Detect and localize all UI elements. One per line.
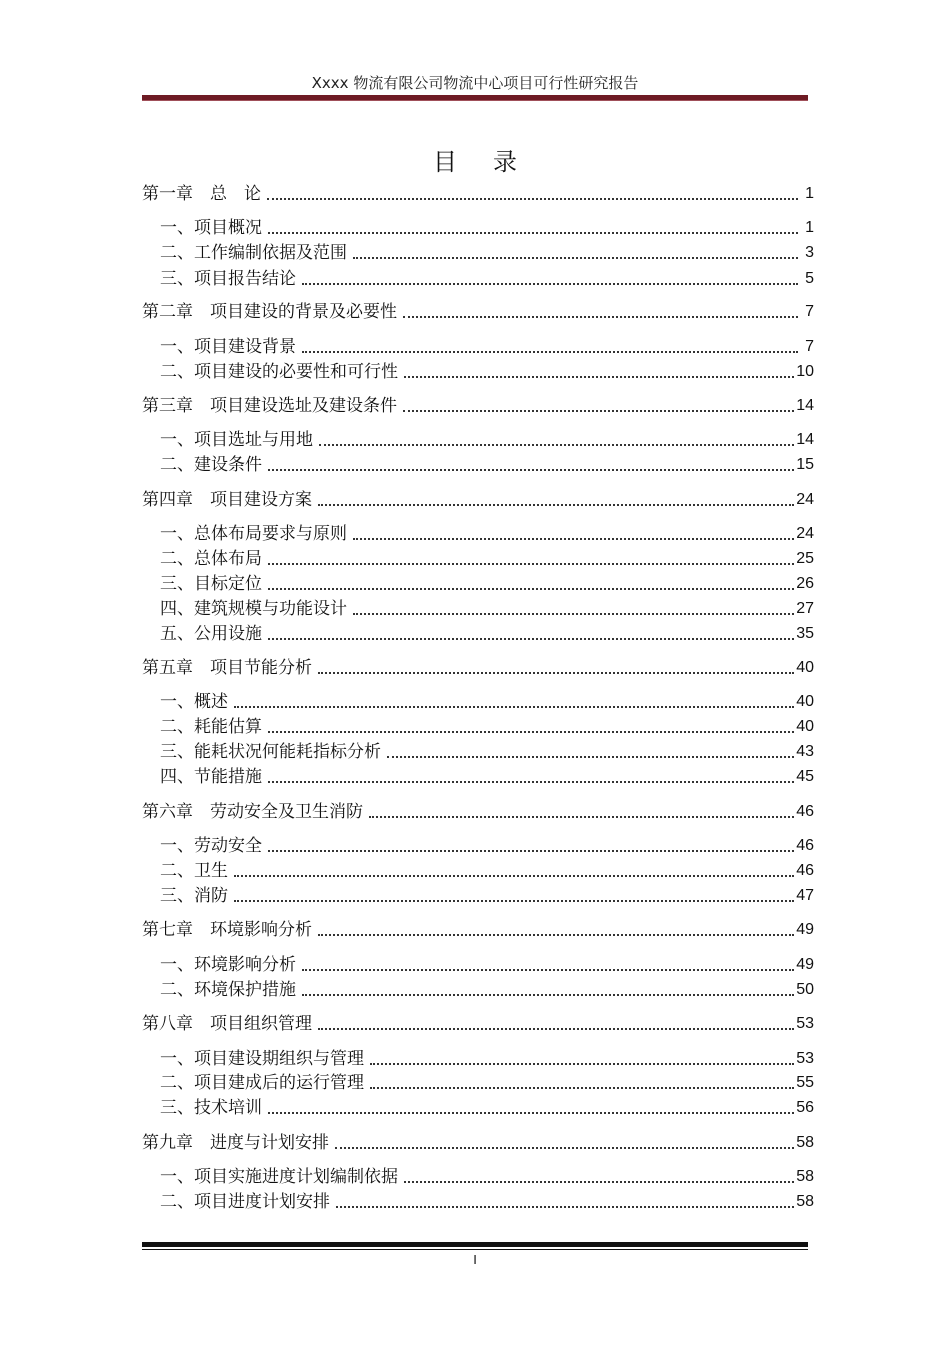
toc-section-row[interactable]: [160, 428, 814, 452]
toc-page-number: 1: [805, 219, 814, 236]
toc-leader-dots: [404, 376, 794, 378]
toc-page-number: 45: [796, 768, 814, 785]
toc-chapter-row[interactable]: [142, 394, 814, 418]
toc-leader-dots: [268, 638, 794, 640]
toc-entry-label: 二、卫生: [160, 861, 228, 881]
toc-leader-dots: [268, 588, 794, 590]
toc-page-number: 53: [796, 1050, 814, 1067]
toc-leader-dots: [369, 816, 794, 818]
toc-page-number: 43: [796, 743, 814, 760]
toc-leader-dots: [302, 994, 794, 996]
toc-section-row[interactable]: [160, 572, 814, 596]
toc-page-number: 46: [796, 803, 814, 820]
toc-section-row[interactable]: [160, 522, 814, 546]
toc-leader-dots: [336, 1206, 794, 1208]
toc-entry-label: 一、概述: [160, 692, 228, 712]
toc-entry-label: 二、耗能估算: [160, 717, 262, 737]
toc-leader-dots: [234, 900, 794, 902]
toc-section-row[interactable]: [160, 1047, 814, 1071]
toc-chapter-row[interactable]: [142, 300, 814, 324]
toc-section-row[interactable]: [160, 765, 814, 789]
toc-page-number: 58: [796, 1168, 814, 1185]
toc-page-number: 15: [796, 456, 814, 473]
toc-heading: 目录: [433, 148, 553, 176]
toc-leader-dots: [234, 875, 794, 877]
toc-leader-dots: [302, 969, 794, 971]
toc-chapter-row[interactable]: [142, 1012, 814, 1036]
toc-entry-label: 二、项目建成后的运行管理: [160, 1073, 364, 1093]
toc-entry-label: 第八章 项目组织管理: [142, 1014, 312, 1034]
toc-entry-label: 一、项目建设背景: [160, 337, 296, 357]
toc-leader-dots: [268, 469, 794, 471]
toc-entry-label: 四、建筑规模与功能设计: [160, 599, 347, 619]
toc-page-number: 25: [796, 550, 814, 567]
toc-leader-dots: [353, 613, 794, 615]
toc-section-row[interactable]: [160, 241, 814, 265]
toc-section-row[interactable]: [160, 547, 814, 571]
toc-leader-dots: [318, 934, 794, 936]
toc-entry-label: 二、工作编制依据及范围: [160, 243, 347, 263]
toc-section-row[interactable]: [160, 690, 814, 714]
toc-page-number: 55: [796, 1074, 814, 1091]
toc-section-row[interactable]: [160, 859, 814, 883]
toc-chapter-row[interactable]: [142, 918, 814, 942]
toc-leader-dots: [268, 850, 794, 852]
toc-page-number: 58: [796, 1134, 814, 1151]
toc-entry-label: 一、项目实施进度计划编制依据: [160, 1167, 398, 1187]
toc-entry-label: 第一章 总 论: [142, 184, 261, 204]
toc-leader-dots: [268, 731, 794, 733]
toc-chapter-row[interactable]: [142, 488, 814, 512]
toc-leader-dots: [353, 538, 794, 540]
toc-section-row[interactable]: [160, 953, 814, 977]
toc-leader-dots: [319, 444, 794, 446]
toc-entry-label: 第六章 劳动安全及卫生消防: [142, 802, 363, 822]
toc-page-number: 46: [796, 837, 814, 854]
toc-page-number: 5: [805, 270, 814, 287]
toc-entry-label: 三、目标定位: [160, 574, 262, 594]
footer-rule: [142, 1242, 808, 1247]
toc-entry-label: 二、总体布局: [160, 549, 262, 569]
toc-page-number: 47: [796, 887, 814, 904]
toc-entry-label: 五、公用设施: [160, 624, 262, 644]
toc-page-number: 35: [796, 625, 814, 642]
toc-leader-dots: [302, 351, 798, 353]
toc-page-number: 7: [805, 303, 814, 320]
toc-leader-dots: [234, 706, 794, 708]
toc-entry-label: 三、消防: [160, 886, 228, 906]
toc-page-number: 26: [796, 575, 814, 592]
toc-entry-label: 三、项目报告结论: [160, 269, 296, 289]
toc-entry-label: 第二章 项目建设的背景及必要性: [142, 302, 397, 322]
toc-page-number: 24: [796, 491, 814, 508]
header-rule: [142, 95, 808, 101]
toc-page-number: 46: [796, 862, 814, 879]
toc-entry-label: 第四章 项目建设方案: [142, 490, 312, 510]
toc-section-row[interactable]: [160, 622, 814, 646]
toc-leader-dots: [353, 257, 798, 259]
running-header: Xxxx 物流有限公司物流中心项目可行性研究报告: [311, 74, 639, 92]
toc-section-row[interactable]: [160, 1071, 814, 1095]
toc-entry-label: 四、节能措施: [160, 767, 262, 787]
toc-entry-label: 第五章 项目节能分析: [142, 658, 312, 678]
toc-leader-dots: [302, 283, 798, 285]
toc-leader-dots: [268, 1112, 794, 1114]
toc-section-row[interactable]: [160, 360, 814, 384]
toc-page-number: 49: [796, 956, 814, 973]
toc-leader-dots: [318, 672, 794, 674]
toc-chapter-row[interactable]: [142, 656, 814, 680]
toc-page-number: 50: [796, 981, 814, 998]
toc-page-number: 27: [796, 600, 814, 617]
toc-leader-dots: [267, 198, 798, 200]
toc-leader-dots: [318, 1028, 794, 1030]
toc-page-number: 40: [796, 693, 814, 710]
toc-section-row[interactable]: [160, 740, 814, 764]
toc-chapter-row[interactable]: [142, 800, 814, 824]
toc-entry-label: 第三章 项目建设选址及建设条件: [142, 396, 397, 416]
toc-entry-label: 一、总体布局要求与原则: [160, 524, 347, 544]
toc-leader-dots: [268, 781, 794, 783]
toc-entry-label: 二、项目进度计划安排: [160, 1192, 330, 1212]
toc-leader-dots: [318, 504, 794, 506]
toc-entry-label: 三、技术培训: [160, 1098, 262, 1118]
toc-entry-label: 二、建设条件: [160, 455, 262, 475]
toc-entry-label: 二、环境保护措施: [160, 980, 296, 1000]
toc-page-number: 10: [796, 363, 814, 380]
toc-leader-dots: [387, 756, 794, 758]
toc-chapter-row[interactable]: [142, 1131, 814, 1155]
toc-page-number: 56: [796, 1099, 814, 1116]
toc-section-row[interactable]: [160, 216, 814, 240]
toc-section-row[interactable]: [160, 1096, 814, 1120]
toc-entry-label: 一、项目选址与用地: [160, 430, 313, 450]
toc-section-row[interactable]: [160, 335, 814, 359]
toc-leader-dots: [335, 1147, 794, 1149]
toc-entry-label: 一、环境影响分析: [160, 955, 296, 975]
toc-section-row[interactable]: [160, 715, 814, 739]
toc-page-number: 3: [805, 244, 814, 261]
toc-section-row[interactable]: [160, 1190, 814, 1214]
toc-entry-label: 三、能耗状况何能耗指标分析: [160, 742, 381, 762]
toc-page-number: 40: [796, 659, 814, 676]
toc-entry-label: 一、项目建设期组织与管理: [160, 1049, 364, 1069]
toc-section-row[interactable]: [160, 597, 814, 621]
toc-section-row[interactable]: [160, 1165, 814, 1189]
toc-leader-dots: [404, 1181, 794, 1183]
toc-page-number: 24: [796, 525, 814, 542]
toc-page-number: 49: [796, 921, 814, 938]
toc-entry-label: 一、劳动安全: [160, 836, 262, 856]
toc-page-number: 58: [796, 1193, 814, 1210]
toc-leader-dots: [403, 410, 794, 412]
toc-page-number: 40: [796, 718, 814, 735]
toc-page-number: 1: [805, 185, 814, 202]
toc-leader-dots: [268, 232, 798, 234]
toc-section-row[interactable]: [160, 978, 814, 1002]
toc-entry-label: 第七章 环境影响分析: [142, 920, 312, 940]
toc-entry-label: 第九章 进度与计划安排: [142, 1133, 329, 1153]
toc-page-number: 53: [796, 1015, 814, 1032]
toc-page-number: 14: [796, 397, 814, 414]
toc-page-number: 7: [805, 338, 814, 355]
toc-entry-label: 一、项目概况: [160, 218, 262, 238]
toc-leader-dots: [370, 1063, 794, 1065]
toc-leader-dots: [403, 316, 798, 318]
toc-section-row[interactable]: [160, 267, 814, 291]
toc-page-number: 14: [796, 431, 814, 448]
toc-section-row[interactable]: [160, 834, 814, 858]
page-number: I: [473, 1252, 477, 1267]
toc-section-row[interactable]: [160, 453, 814, 477]
toc-leader-dots: [268, 563, 794, 565]
toc-section-row[interactable]: [160, 884, 814, 908]
toc-leader-dots: [370, 1087, 794, 1089]
toc-entry-label: 二、项目建设的必要性和可行性: [160, 362, 398, 382]
toc-chapter-row[interactable]: [142, 182, 814, 206]
